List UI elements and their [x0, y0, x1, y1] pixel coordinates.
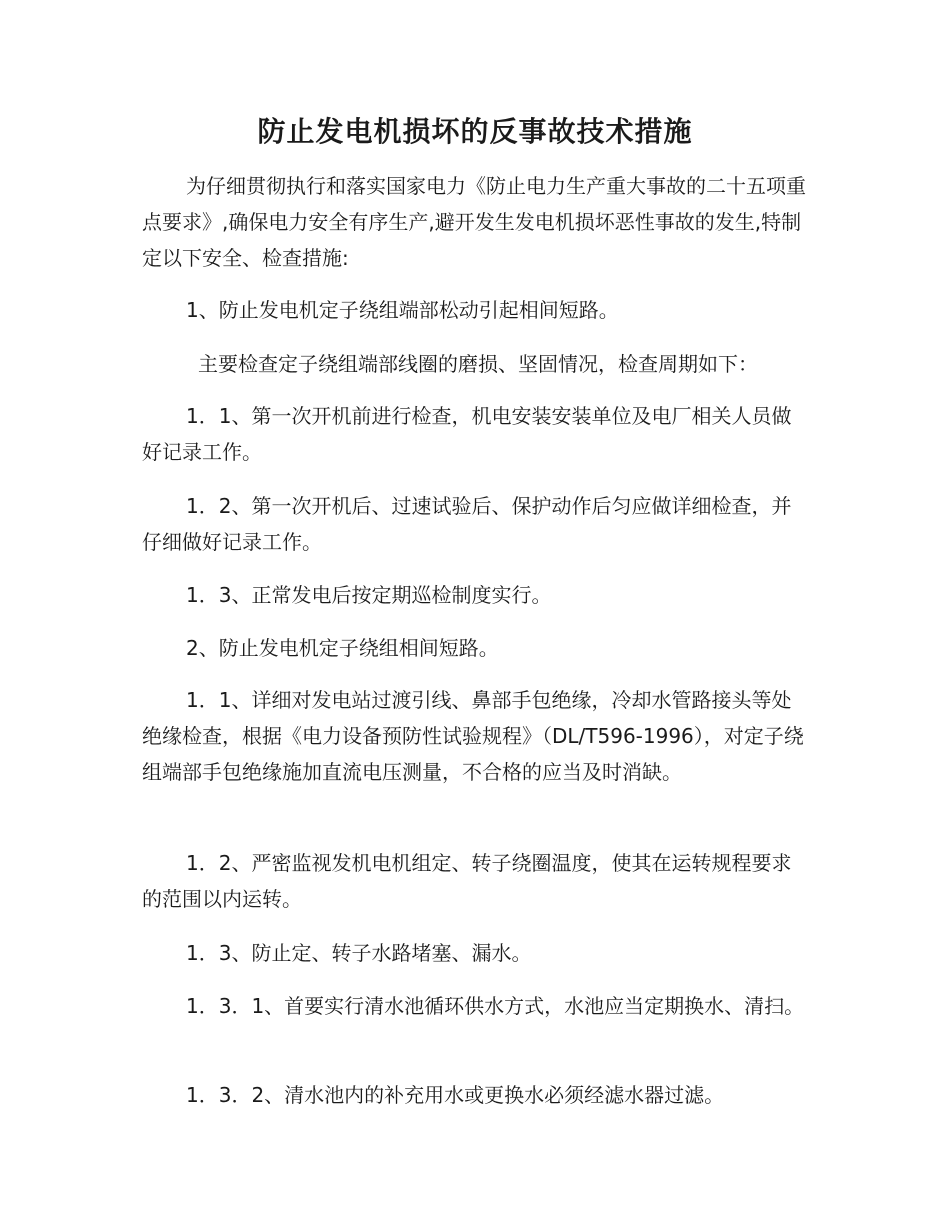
paragraph-2-1-3-1: 1．3．1、首要实行清水池循环供水方式，水池应当定期换水、清扫。	[186, 994, 805, 1018]
paragraph-2-1-1: 1．1、详细对发电站过渡引线、鼻部手包绝缘，冷却水管路接头等处绝缘检查，根据《电力设备预防性试验规程》（DL/T596-1996），对定子绕组端部手包绝缘施加直流电压测量，不合格的应当及时消缺。	[142, 688, 804, 784]
paragraph-1-2: 1．2、第一次开机后、过速试验后、保护动作后匀应做详细检查，并仔细做好记录工作。	[142, 494, 792, 554]
paragraph-inspection: 主要检查定子绕组端部线圈的磨损、坚固情况，检查周期如下：	[198, 352, 758, 376]
paragraph-section-2: 2、防止发电机定子绕组相间短路。	[186, 636, 499, 660]
page-title: 防止发电机损坏的反事故技术措施	[257, 115, 693, 148]
paragraph-1-1: 1．1、第一次开机前进行检查，机电安装安装单位及电厂相关人员做好记录工作。	[142, 404, 792, 464]
paragraph-1-3: 1．3、正常发电后按定期巡检制度实行。	[186, 583, 552, 607]
paragraph-section-1: 1、防止发电机定子绕组端部松动引起相间短路。	[186, 298, 619, 322]
paragraph-2-1-3-2: 1．3．2、清水池内的补充用水或更换水必须经滤水器过滤。	[186, 1083, 725, 1107]
paragraph-2-1-3: 1．3、防止定、转子水路堵塞、漏水。	[186, 941, 532, 965]
paragraph-intro: 为仔细贯彻执行和落实国家电力《防止电力生产重大事故的二十五项重点要求》,确保电力安全有序生产,避开发生发电机损坏恶性事故的发生,特制定以下安全、检查措施:	[142, 174, 806, 270]
paragraph-2-1-2: 1．2、严密监视发机电机组定、转子绕圈温度，使其在运转规程要求的范围以内运转。	[142, 851, 792, 911]
